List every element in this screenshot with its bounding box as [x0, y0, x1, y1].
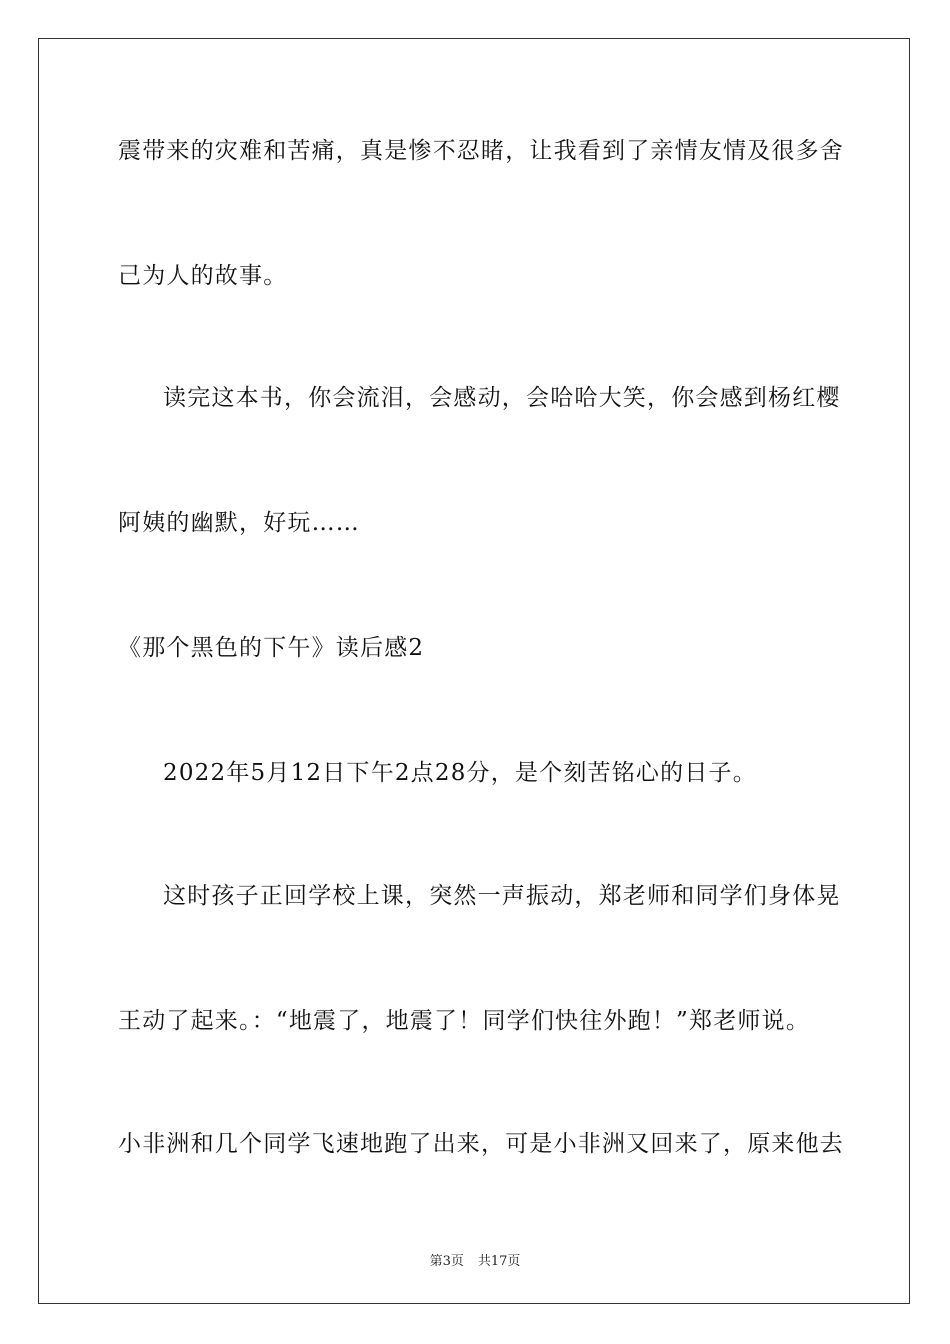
page-border: [38, 38, 910, 1304]
body-line-2: 己为人的故事。: [118, 263, 288, 289]
body-line-3: 读完这本书，你会流泪，会感动，会哈哈大笑，你会感到杨红樱: [163, 385, 841, 411]
page-number: 第3页: [429, 1254, 464, 1269]
body-line-6: 这时孩子正回学校上课，突然一声振动，郑老师和同学们身体晃: [163, 883, 841, 909]
body-line-1: 震带来的灾难和苦痛，真是惨不忍睹，让我看到了亲情友情及很多舍: [118, 138, 844, 164]
body-line-8: 小非洲和几个同学飞速地跑了出来，可是小非洲又回来了，原来他去: [118, 1131, 844, 1157]
page-total: 共17页: [477, 1254, 521, 1269]
page-footer: [0, 1250, 950, 1269]
body-line-4: 阿姨的幽默，好玩……: [118, 510, 360, 536]
body-line-7: 王动了起来。：“地震了，地震了！同学们快往外跑！”郑老师说。: [118, 1008, 811, 1034]
section-title: 《那个黑色的下午》读后感2: [118, 635, 425, 661]
body-line-5: 2022年5月12日下午2点28分，是个刻苦铭心的日子。: [163, 760, 757, 786]
